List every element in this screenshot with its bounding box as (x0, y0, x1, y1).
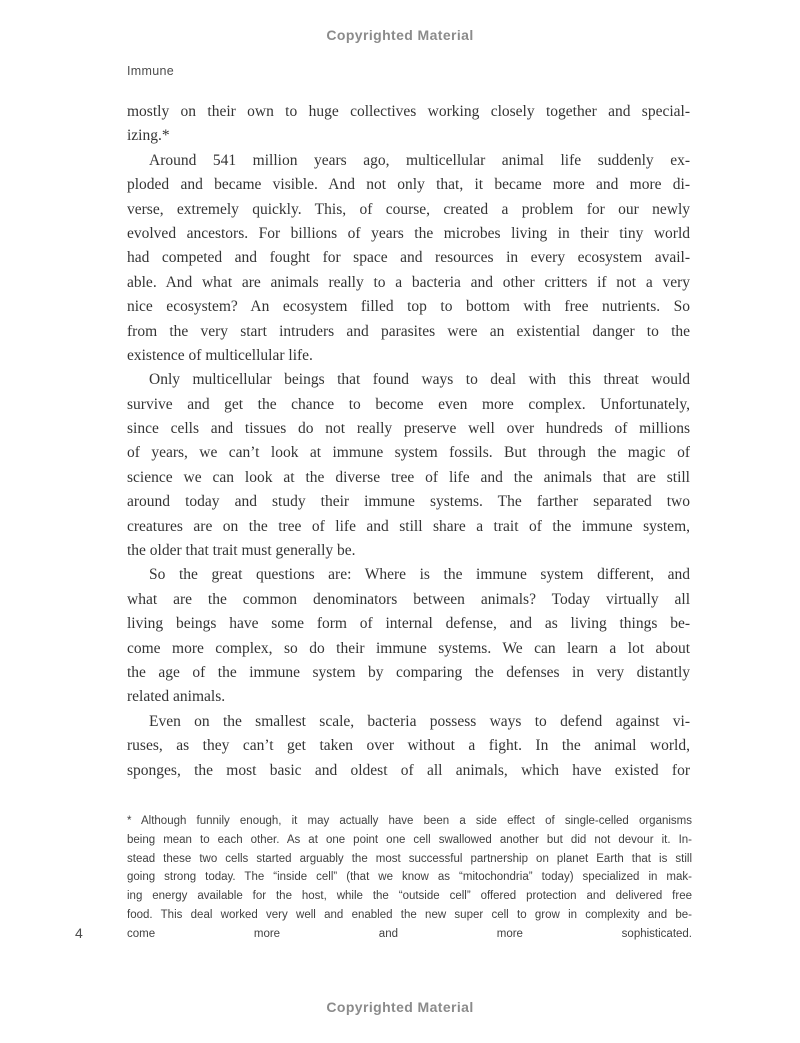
body-line: Around 541 million years ago, multicellular animal life suddenly ex- (149, 151, 690, 169)
body-line: living beings have some form of internal defense, and as living things be- (127, 615, 690, 633)
body-line: come more complex, so do their immune systems. We can learn a lot about (127, 639, 690, 657)
footnote-line: * Although funnily enough, it may actually have been a side effect of single-celled organisms (127, 815, 692, 827)
body-line: ruses, as they can’t get taken over without a fight. In the animal world, (127, 737, 690, 755)
body-line: nice ecosystem? An ecosystem filled top to bottom with free nutrients. So (127, 298, 690, 316)
body-line: ploded and became visible. And not only that, it became more and more di- (127, 176, 690, 194)
body-line: evolved ancestors. For billions of years the microbes living in their tiny world (127, 224, 690, 242)
footnote-line: come more and more sophisticated. (127, 927, 692, 940)
body-line: since cells and tissues do not really preserve well over hundreds of millions (127, 420, 690, 438)
body-line: the older that trait must generally be. (127, 542, 356, 560)
copyright-notice-bottom: Copyrighted Material (326, 999, 474, 1015)
copyright-notice-top: Copyrighted Material (326, 27, 474, 43)
body-line: existence of multicellular life. (127, 346, 313, 364)
body-line: izing.* (127, 127, 170, 145)
footnote-line: stead these two cells started arguably the most successful partnership on planet Earth that is still (127, 852, 692, 865)
footnote (127, 812, 692, 944)
body-line: related animals. (127, 688, 226, 706)
footnote-line: being mean to each other. As at one point one cell swallowed another but did not devour it. In- (127, 833, 692, 846)
page-number: 4 (75, 925, 83, 941)
body-line: survive and get the chance to become even more complex. Unfortunately, (127, 395, 690, 413)
body-line: So the great questions are: Where is the immune system different, and (149, 566, 690, 584)
footnote-line: ing energy available for the host, while the “outside cell” offered protection and delivered free (127, 890, 692, 903)
body-line: mostly on their own to huge collectives working closely together and special- (127, 103, 690, 120)
body-line: Even on the smallest scale, bacteria possess ways to defend against vi- (149, 712, 690, 730)
body-line: the age of the immune system by comparing the defenses in very distantly (127, 663, 690, 681)
body-line: science we can look at the diverse tree of life and the animals that are still (127, 468, 690, 486)
footnote-line: going strong today. The “inside cell” (that we know as “mitochondria” today) specialized in mak- (127, 871, 692, 884)
body-line: sponges, the most basic and oldest of all animals, which have existed for (127, 761, 690, 779)
body-line: Only multicellular beings that found ways to deal with this threat would (149, 371, 690, 389)
running-header: Immune (127, 64, 174, 78)
body-text (127, 100, 690, 783)
body-line: around today and study their immune systems. The farther separated two (127, 493, 690, 511)
body-line: of years, we can’t look at immune system fossils. But through the magic of (127, 444, 690, 462)
body-line: verse, extremely quickly. This, of course, created a problem for our newly (127, 200, 690, 218)
body-line: able. And what are animals really to a bacteria and other critters if not a very (127, 273, 690, 291)
body-line: creatures are on the tree of life and still share a trait of the immune system, (127, 517, 690, 535)
body-line: what are the common denominators between animals? Today virtually all (127, 590, 690, 608)
body-line: from the very start intruders and parasites were an existential danger to the (127, 322, 690, 340)
body-line: had competed and fought for space and resources in every ecosystem avail- (127, 249, 690, 267)
footnote-line: food. This deal worked very well and enabled the new super cell to grow in complexity and be- (127, 908, 692, 921)
